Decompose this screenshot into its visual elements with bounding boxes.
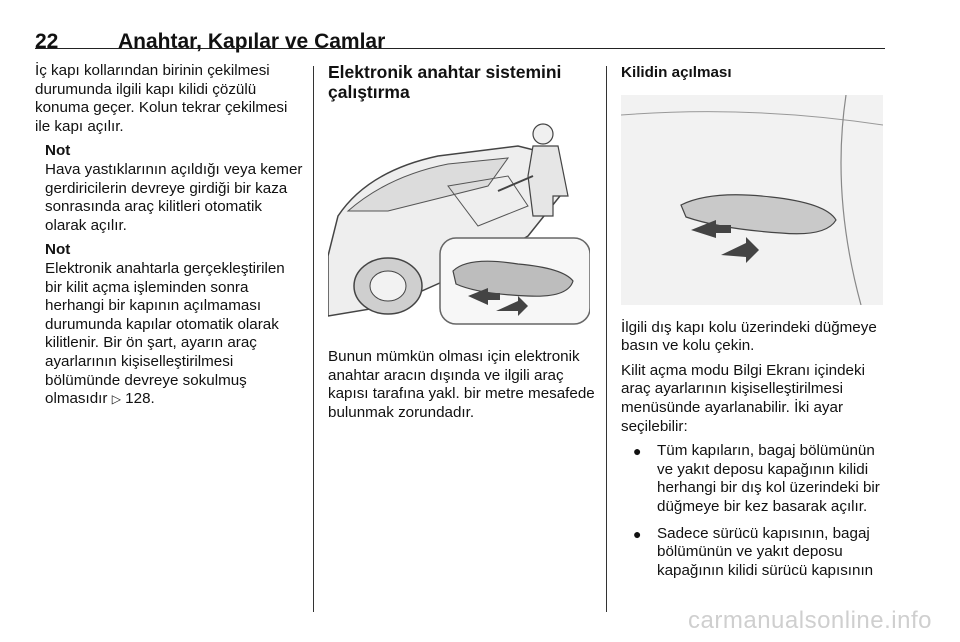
settings-list (621, 442, 885, 580)
section-text: Bunun mümkün olması için elektronik anahtar aracın dışında ve ilgili araç kapısı tarafına yakl. bir metre mesafede bulunmak zorundadır. (328, 348, 595, 421)
note-title: Not (45, 142, 71, 160)
car-door-figure (328, 116, 590, 326)
list-item-text: Tüm kapıların, bagaj bölümünün ve yakıt deposu kapağının kilidi herhangi bir dış kol üzerindeki bir düğmeye bir kez basarak açılır. (657, 442, 880, 515)
column-3 (621, 62, 885, 588)
list-item-text: Sadece sürücü kapısının, bagaj bölümünün ve yakıt deposu kapağının kilidi sürücü kapısının (657, 524, 874, 579)
paragraph: Kilit açma modu Bilgi Ekranı içindeki araç ayarlarının kişiselleştirilmesi menüsünde ayarlanabilir. İki ayar seçilebilir: (621, 361, 865, 435)
note-text-body: Elektronik anahtarla gerçekleştirilen bir kilit açma işleminden sonra herhangi bir kapının açılmaması durumunda kapılar otomatik olarak kilitlenir. Bir ön şart, ayarın araç ayarlarının kişiselleştirilmesi bölümünde devreye sokulmuş olmasıdır (45, 259, 285, 408)
bullet-icon: ● (633, 443, 642, 460)
chapter-title: Anahtar, Kapılar ve Camlar (118, 30, 386, 53)
page-number: 22 (35, 30, 59, 53)
subsection-heading: Kilidin açılması (621, 64, 732, 81)
note-text: Hava yastıklarının açıldığı veya kemer gerdiricilerin devreye girdiği bir kaza sonrasında araç kilitleri otomatik olarak açılır. (45, 160, 303, 234)
header-rule (35, 48, 885, 49)
column-divider (606, 66, 607, 612)
column-divider (313, 66, 314, 612)
list-item (633, 442, 885, 516)
page-reference-icon: ▷ (111, 392, 121, 407)
watermark: carmanualsonline.info (688, 607, 932, 634)
column-1 (35, 62, 303, 415)
bullet-icon: ● (633, 525, 642, 542)
paragraph: İlgili dış kapı kolu üzerindeki düğmeye basın ve kolu çekin. (621, 318, 877, 355)
note-block (35, 142, 303, 408)
intro-paragraph: İç kapı kollarından birinin çekilmesi durumunda ilgili kapı kilidi çözülü konuma geçer. Kolun tekrar çekilmesi ile kapı açılır. (35, 62, 288, 135)
note-title: Not (45, 241, 71, 259)
list-item (633, 525, 885, 581)
page-reference[interactable]: 128. (125, 390, 155, 408)
column-2 (328, 62, 596, 428)
door-handle-figure (621, 95, 883, 305)
note-text (45, 260, 303, 409)
section-heading: Elektronik anahtar sistemini çalıştırma (328, 62, 562, 102)
